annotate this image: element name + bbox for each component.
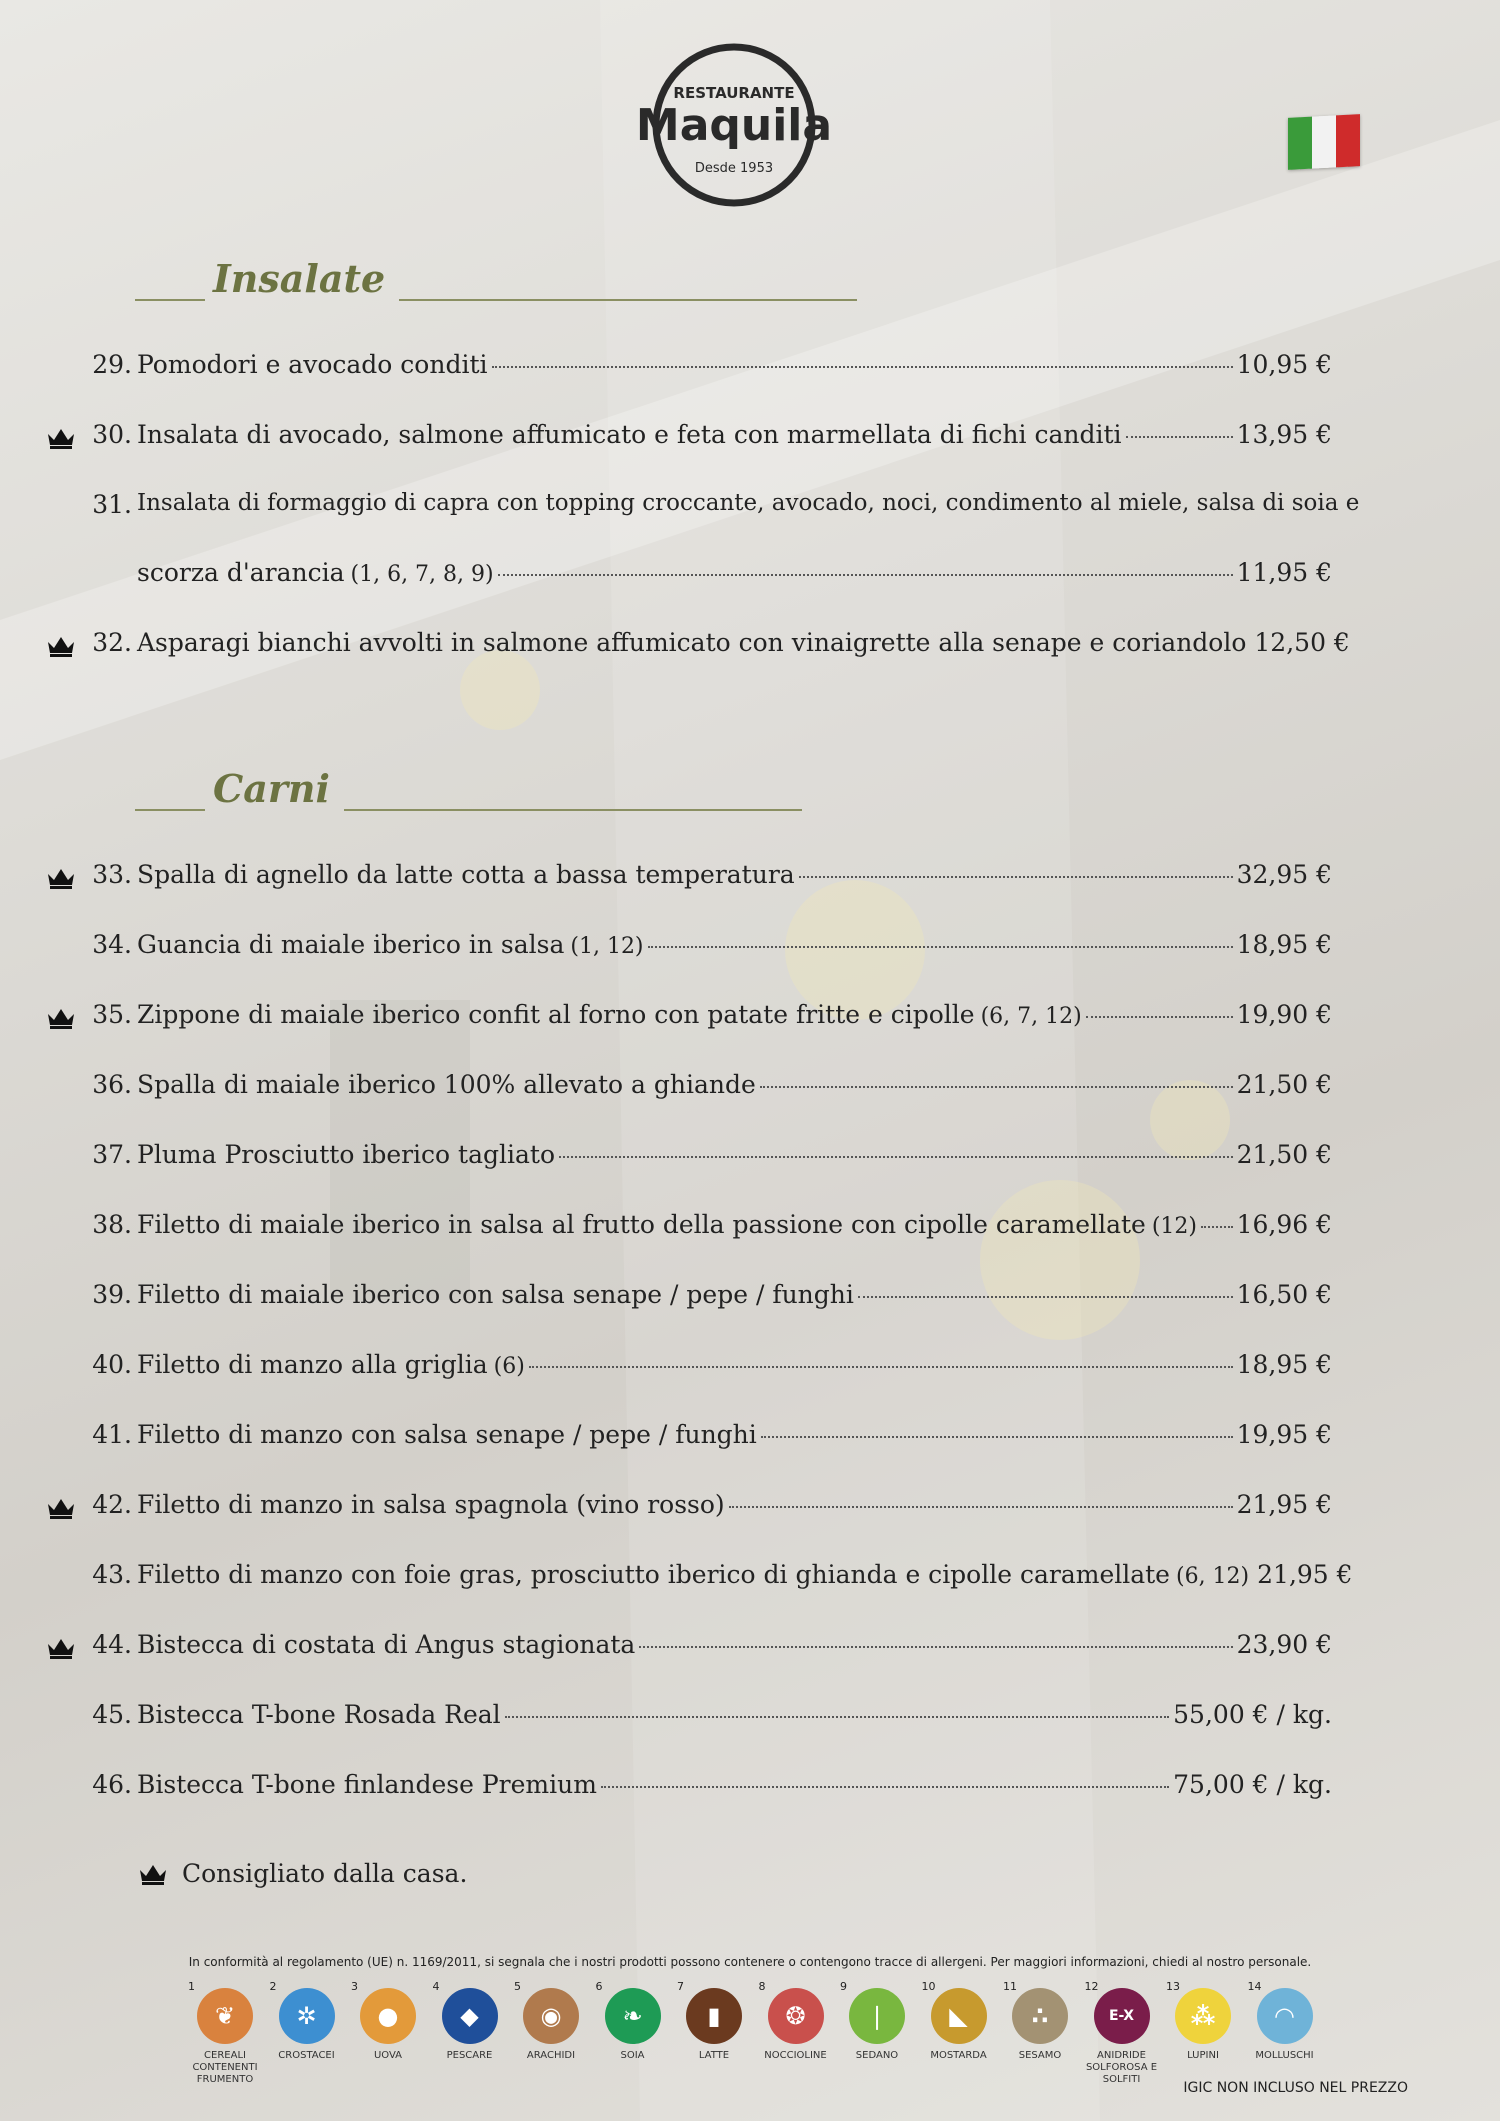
dot-leader bbox=[1201, 1226, 1233, 1228]
item-line bbox=[137, 1140, 1332, 1169]
allergen-badge bbox=[266, 1980, 348, 2062]
item-price: 19,90 € bbox=[1236, 1000, 1332, 1029]
section-title-carni bbox=[135, 766, 802, 811]
dot-leader bbox=[761, 1436, 1233, 1438]
allergen-label: LUPINI bbox=[1187, 2050, 1219, 2061]
item-price: 18,95 € bbox=[1236, 1350, 1332, 1379]
crown-icon bbox=[46, 1636, 76, 1660]
item-name-line1: Insalata di formaggio di capra con topping croccante, avocado, noci, condimento al miele, salsa di soia e bbox=[137, 490, 1360, 516]
allergen-notice: In conformità al regolamento (UE) n. 1169/2011, si segnala che i nostri prodotti possono contenere o contengono tracce di allergeni. Per maggiori informazioni, chiedi al nostro personale. bbox=[188, 1955, 1312, 1969]
item-name: Insalata di avocado, salmone affumicato e feta con marmellata di fichi canditi bbox=[137, 420, 1122, 449]
dot-leader bbox=[492, 366, 1233, 368]
item-name: scorza d'arancia bbox=[137, 558, 345, 587]
crown-icon bbox=[46, 426, 76, 450]
menu-item bbox=[0, 1140, 1500, 1180]
item-name: Bistecca T-bone finlandese Premium bbox=[137, 1770, 597, 1799]
flag-stripe-white bbox=[1312, 115, 1336, 168]
flag-stripe-red bbox=[1336, 114, 1360, 167]
item-number: 40. bbox=[92, 1350, 132, 1379]
allergen-number: 4 bbox=[432, 1980, 440, 1993]
allergen-badge bbox=[347, 1980, 429, 2062]
item-line bbox=[137, 1630, 1332, 1659]
item-name: Spalla di agnello da latte cotta a bassa temperatura bbox=[137, 860, 795, 889]
allergen-icon: ◣ bbox=[931, 1988, 987, 2044]
allergen-label: SESAMO bbox=[1018, 2050, 1062, 2061]
allergen-label: CEREALI CONTENENTI FRUMENTO bbox=[192, 2050, 258, 2085]
title-rule bbox=[135, 808, 205, 811]
allergen-badge bbox=[673, 1980, 755, 2062]
section-title-text: Insalate bbox=[213, 256, 386, 301]
item-price: 55,00 € / kg. bbox=[1173, 1700, 1332, 1729]
allergen-badge bbox=[592, 1980, 674, 2062]
item-price: 21,95 € bbox=[1236, 1490, 1332, 1519]
item-price: 18,95 € bbox=[1236, 930, 1332, 959]
allergen-label: ARACHIDI bbox=[526, 2050, 576, 2061]
allergen-badge bbox=[918, 1980, 1000, 2062]
allergen-icon: ❂ bbox=[768, 1988, 824, 2044]
item-name: Filetto di manzo in salsa spagnola (vino rosso) bbox=[137, 1490, 725, 1519]
logo-name: Maquila bbox=[635, 100, 833, 151]
menu-item bbox=[0, 1420, 1500, 1460]
item-name: Filetto di maiale iberico con salsa senape / pepe / funghi bbox=[137, 1280, 854, 1309]
item-number: 39. bbox=[92, 1280, 132, 1309]
recommended-legend bbox=[138, 1859, 467, 1888]
item-number: 35. bbox=[92, 1000, 132, 1029]
menu-item bbox=[0, 1000, 1500, 1040]
item-line bbox=[137, 930, 1332, 959]
allergen-icon: E-X bbox=[1094, 1988, 1150, 2044]
dot-leader bbox=[639, 1646, 1232, 1648]
item-price: 19,95 € bbox=[1236, 1420, 1332, 1449]
item-allergens: (6, 12) bbox=[1175, 1564, 1250, 1589]
item-name: Spalla di maiale iberico 100% allevato a ghiande bbox=[137, 1070, 756, 1099]
allergen-number: 7 bbox=[677, 1980, 684, 1993]
item-line bbox=[137, 628, 1350, 657]
item-price: 12,50 € bbox=[1254, 628, 1350, 657]
item-number: 29. bbox=[92, 350, 132, 379]
item-name: Filetto di manzo con salsa senape / pepe / funghi bbox=[137, 1420, 757, 1449]
menu-item bbox=[0, 1210, 1500, 1250]
item-price: 13,95 € bbox=[1236, 420, 1332, 449]
item-number: 36. bbox=[92, 1070, 132, 1099]
item-allergens: (6) bbox=[493, 1354, 525, 1379]
item-price: 16,96 € bbox=[1236, 1210, 1332, 1239]
item-number: 41. bbox=[92, 1420, 132, 1449]
item-line bbox=[137, 1210, 1332, 1239]
allergen-badge bbox=[836, 1980, 918, 2062]
allergen-number: 9 bbox=[840, 1980, 847, 1993]
crown-icon bbox=[46, 1006, 76, 1030]
allergen-number: 12 bbox=[1084, 1980, 1099, 1993]
dot-leader bbox=[1126, 436, 1233, 438]
item-name: Bistecca di costata di Angus stagionata bbox=[137, 1630, 636, 1659]
allergen-badge bbox=[184, 1980, 266, 2086]
allergen-label: MOLLUSCHI bbox=[1255, 2050, 1314, 2061]
item-line bbox=[137, 1770, 1332, 1799]
item-number: 34. bbox=[92, 930, 132, 959]
item-name: Pluma Prosciutto iberico tagliato bbox=[137, 1140, 556, 1169]
allergen-label: SOIA bbox=[620, 2050, 645, 2061]
item-name: Bistecca T-bone Rosada Real bbox=[137, 1700, 501, 1729]
menu-item bbox=[0, 1280, 1500, 1320]
item-line bbox=[137, 1350, 1332, 1379]
menu-item bbox=[0, 628, 1500, 668]
item-number: 32. bbox=[92, 628, 132, 657]
allergen-number: 8 bbox=[758, 1980, 766, 1993]
allergen-number: 10 bbox=[921, 1980, 936, 1993]
dot-leader bbox=[601, 1786, 1169, 1788]
menu-item bbox=[0, 1770, 1500, 1810]
allergen-icon: ⁂ bbox=[1175, 1988, 1231, 2044]
item-price: 11,95 € bbox=[1236, 558, 1332, 587]
item-name: Filetto di manzo alla griglia bbox=[137, 1350, 488, 1379]
restaurant-logo bbox=[635, 40, 833, 210]
allergen-number: 14 bbox=[1247, 1980, 1262, 1993]
section-title-text: Carni bbox=[213, 766, 330, 811]
title-rule bbox=[344, 808, 802, 811]
crown-icon bbox=[46, 634, 76, 658]
allergen-icon: ❧ bbox=[605, 1988, 661, 2044]
item-price: 32,95 € bbox=[1236, 860, 1332, 889]
item-number: 45. bbox=[92, 1700, 132, 1729]
allergen-icon: ▮ bbox=[686, 1988, 742, 2044]
menu-item-multiline bbox=[0, 490, 1500, 530]
item-name: Filetto di manzo con foie gras, prosciutto iberico di ghianda e cipolle caramellate bbox=[137, 1560, 1170, 1589]
item-name: Asparagi bianchi avvolti in salmone affumicato con vinaigrette alla senape e coriandolo bbox=[137, 628, 1247, 657]
allergen-number: 5 bbox=[514, 1980, 521, 1993]
menu-item bbox=[0, 1490, 1500, 1530]
allergen-number: 6 bbox=[595, 1980, 603, 1993]
item-price: 16,50 € bbox=[1236, 1280, 1332, 1309]
allergen-icon: ◆ bbox=[442, 1988, 498, 2044]
dot-leader bbox=[498, 574, 1233, 576]
item-allergens: (6, 7, 12) bbox=[980, 1004, 1082, 1029]
item-number: 30. bbox=[92, 420, 132, 449]
item-number: 37. bbox=[92, 1140, 132, 1169]
crown-icon bbox=[46, 1496, 76, 1520]
item-line bbox=[137, 1000, 1332, 1029]
allergen-icon: ∴ bbox=[1012, 1988, 1068, 2044]
allergen-icon: ✲ bbox=[279, 1988, 335, 2044]
allergen-label: NOCCIOLINE bbox=[764, 2050, 827, 2061]
allergen-number: 11 bbox=[1003, 1980, 1017, 1993]
allergen-label: PESCARE bbox=[446, 2050, 493, 2061]
dot-leader bbox=[729, 1506, 1233, 1508]
dot-leader bbox=[799, 876, 1233, 878]
item-price: 75,00 € / kg. bbox=[1173, 1770, 1332, 1799]
menu-item bbox=[0, 558, 1500, 598]
menu-item bbox=[0, 930, 1500, 970]
logo-top-text: RESTAURANTE bbox=[673, 84, 795, 102]
allergen-label: SEDANO bbox=[855, 2050, 899, 2061]
dot-leader bbox=[529, 1366, 1233, 1368]
item-number: 31. bbox=[92, 490, 132, 519]
flag-stripe-green bbox=[1288, 117, 1312, 170]
menu-item bbox=[0, 1630, 1500, 1670]
item-price: 21,50 € bbox=[1236, 1070, 1332, 1099]
item-line bbox=[137, 1700, 1332, 1729]
section-title-insalate bbox=[135, 256, 857, 301]
item-name: Pomodori e avocado conditi bbox=[137, 350, 488, 379]
allergen-label: CROSTACEI bbox=[278, 2050, 335, 2061]
item-allergens: (1, 6, 7, 8, 9) bbox=[350, 562, 494, 587]
allergen-label: MOSTARDA bbox=[930, 2050, 987, 2061]
menu-item bbox=[0, 420, 1500, 460]
item-number: 44. bbox=[92, 1630, 132, 1659]
item-line bbox=[137, 860, 1332, 889]
allergen-number: 13 bbox=[1166, 1980, 1180, 1993]
allergen-icon: ❘ bbox=[849, 1988, 905, 2044]
item-line bbox=[137, 1280, 1332, 1309]
item-line bbox=[137, 420, 1332, 449]
item-line bbox=[137, 1070, 1332, 1099]
allergen-badge bbox=[429, 1980, 511, 2062]
dot-leader bbox=[1086, 1016, 1233, 1018]
allergen-badge bbox=[1162, 1980, 1244, 2062]
item-allergens: (12) bbox=[1151, 1214, 1198, 1239]
allergen-badge bbox=[999, 1980, 1081, 2062]
item-line bbox=[137, 1490, 1332, 1519]
crown-icon bbox=[138, 1862, 168, 1886]
item-price: 21,95 € bbox=[1257, 1560, 1353, 1589]
item-allergens: (1, 12) bbox=[570, 934, 644, 959]
menu-item bbox=[0, 1070, 1500, 1110]
item-line bbox=[137, 1560, 1353, 1589]
menu-item bbox=[0, 350, 1500, 390]
dot-leader bbox=[648, 946, 1233, 948]
legend-text: Consigliato dalla casa. bbox=[182, 1859, 468, 1888]
item-name: Guancia di maiale iberico in salsa bbox=[137, 930, 565, 959]
dot-leader bbox=[505, 1716, 1169, 1718]
dot-leader bbox=[858, 1296, 1233, 1298]
allergen-icon: ❦ bbox=[197, 1988, 253, 2044]
allergen-number: 1 bbox=[188, 1980, 195, 1993]
allergen-badge bbox=[510, 1980, 592, 2062]
menu-item bbox=[0, 1560, 1500, 1600]
item-line bbox=[137, 350, 1332, 379]
allergen-icon: ● bbox=[360, 1988, 416, 2044]
item-line bbox=[137, 558, 1332, 587]
allergen-icon: ◠ bbox=[1257, 1988, 1313, 2044]
item-price: 10,95 € bbox=[1236, 350, 1332, 379]
italian-flag-icon[interactable] bbox=[1288, 114, 1360, 170]
item-number: 42. bbox=[92, 1490, 132, 1519]
allergen-badge bbox=[755, 1980, 837, 2062]
allergen-label: UOVA bbox=[373, 2050, 403, 2061]
igic-note: IGIC NON INCLUSO NEL PREZZO bbox=[1183, 2080, 1408, 2096]
allergen-badge bbox=[1244, 1980, 1326, 2062]
menu-item bbox=[0, 1700, 1500, 1740]
allergen-label: ANIDRIDE SOLFOROSA E SOLFITI bbox=[1085, 2050, 1158, 2085]
allergen-number: 2 bbox=[269, 1980, 277, 1993]
item-number: 43. bbox=[92, 1560, 132, 1589]
allergen-number: 3 bbox=[351, 1980, 358, 1993]
item-number: 33. bbox=[92, 860, 132, 889]
dot-leader bbox=[559, 1156, 1233, 1158]
item-number: 38. bbox=[92, 1210, 132, 1239]
item-price: 21,50 € bbox=[1236, 1140, 1332, 1169]
item-price: 23,90 € bbox=[1236, 1630, 1332, 1659]
allergen-label: LATTE bbox=[698, 2050, 730, 2061]
item-name: Zippone di maiale iberico confit al forno con patate fritte e cipolle bbox=[137, 1000, 975, 1029]
logo-since: Desde 1953 bbox=[694, 161, 774, 176]
menu-item bbox=[0, 860, 1500, 900]
allergen-badge bbox=[1081, 1980, 1163, 2086]
title-rule bbox=[135, 298, 205, 301]
item-name: Filetto di maiale iberico in salsa al frutto della passione con cipolle caramellate bbox=[137, 1210, 1146, 1239]
crown-icon bbox=[46, 866, 76, 890]
menu-item bbox=[0, 1350, 1500, 1390]
dot-leader bbox=[760, 1086, 1233, 1088]
item-number: 46. bbox=[92, 1770, 132, 1799]
item-line bbox=[137, 1420, 1332, 1449]
title-rule bbox=[399, 298, 857, 301]
allergen-icon: ◉ bbox=[523, 1988, 579, 2044]
